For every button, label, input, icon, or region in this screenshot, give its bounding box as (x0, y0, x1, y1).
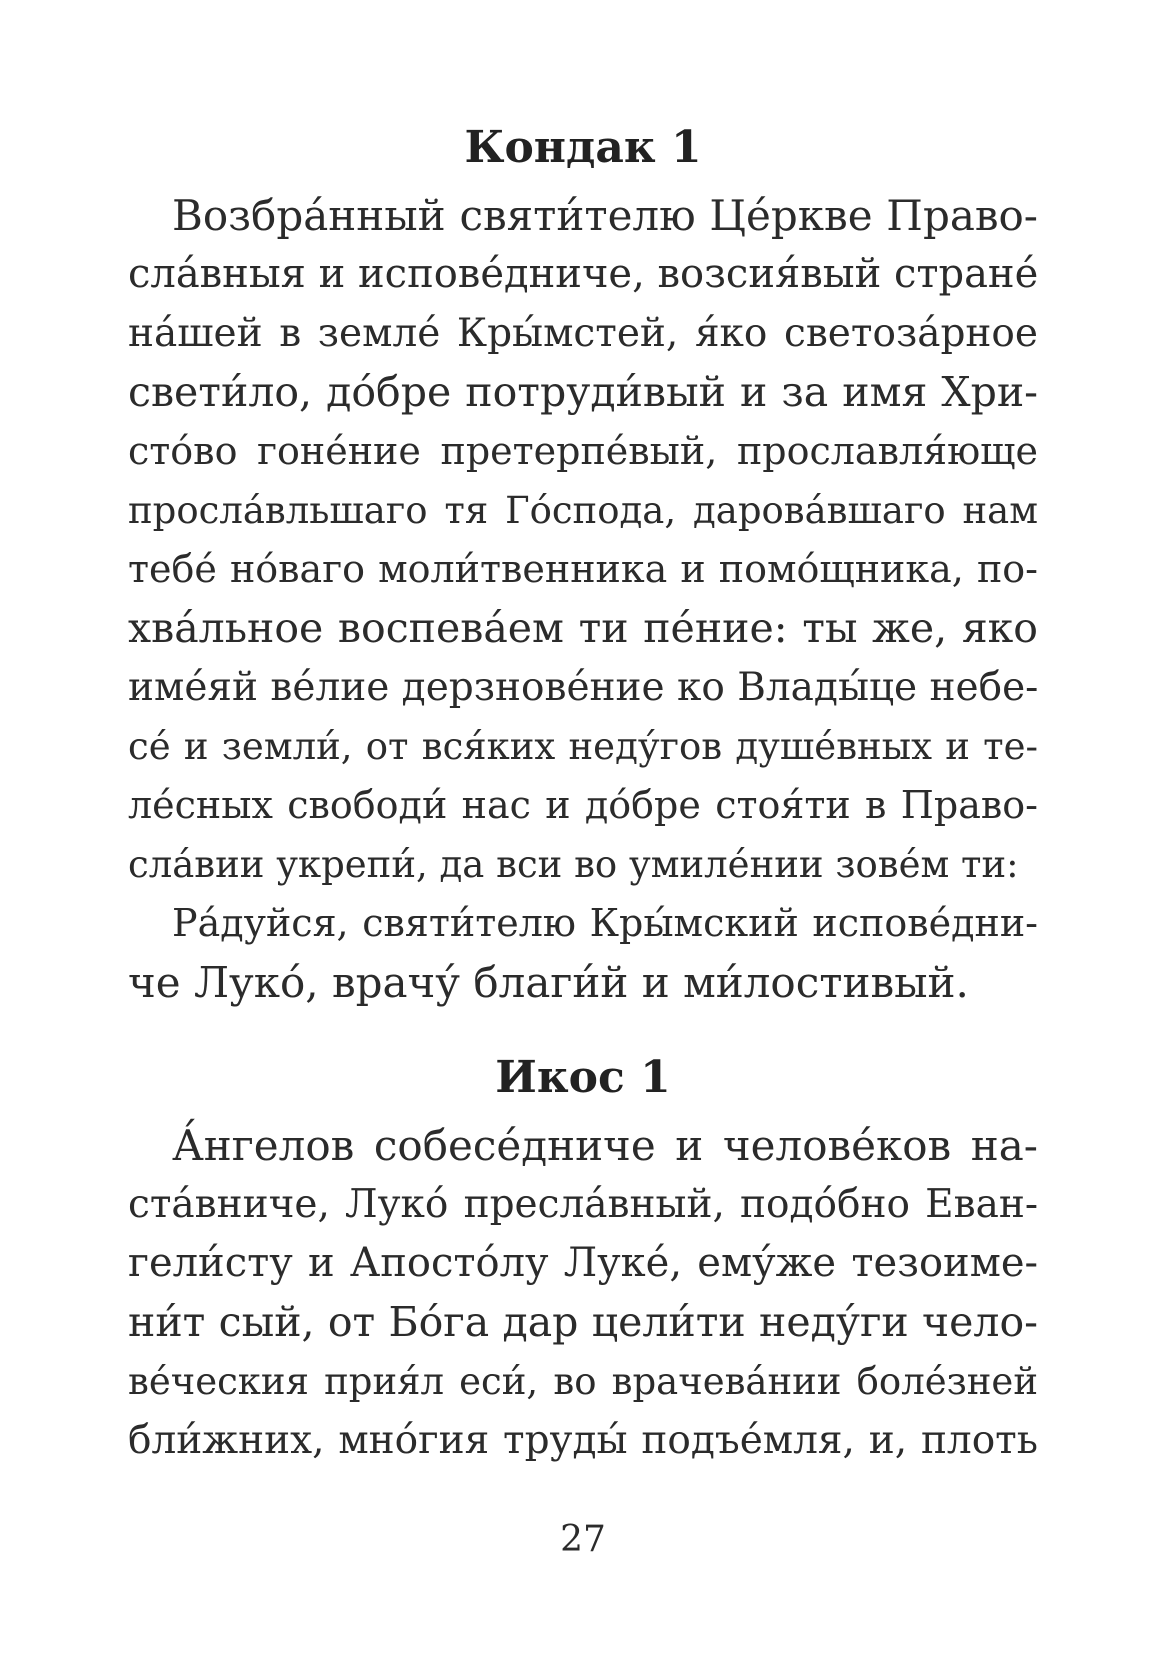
text-line: бли́жних, мно́гия труды́ подъе́мля, и, плоть (128, 1418, 1038, 1463)
spacer (128, 178, 1038, 186)
text-line: сто́во гоне́ние претерпе́вый, прославля́юще (128, 429, 1038, 473)
text-line: сла́вии укрепи́, да вси во умиле́нии зове́м ти: (128, 843, 1019, 886)
text-line: ни́т сый, от Бо́га дар цели́ти неду́ги чело- (128, 1298, 1038, 1346)
text-line: Возбра́нный святи́телю Це́ркве Право- (172, 191, 1038, 240)
ikos-text (128, 1116, 1038, 1470)
text-line: се́ и земли́, от вся́ких неду́гов душе́вных и те- (128, 725, 1038, 768)
kontakion-text (128, 186, 1038, 1012)
text-line: име́яй ве́лие дерзнове́ние ко Влады́це небе- (128, 665, 1039, 710)
text-line: гели́сту и Апосто́лу Луке́, ему́же тезоиме- (128, 1240, 1038, 1286)
page-content (128, 118, 1038, 1518)
text-line: Ра́дуйся, святи́телю Кры́мский испове́дни- (172, 901, 1038, 945)
text-line: просла́вльшаго тя Го́спода, дарова́вшаго нам (128, 489, 1038, 532)
text-line: ве́ческия прия́л еси́, во врачева́нии боле́зней (128, 1360, 1038, 1403)
text-line: сла́вныя и испове́дниче, возсия́вый стране́ (128, 251, 1039, 297)
text-line: А́нгелов собесе́дниче и челове́ков на- (172, 1121, 1038, 1170)
spacer (128, 1108, 1038, 1116)
text-line: че Луко́, врачу́ благи́й и ми́лостивый. (128, 958, 969, 1007)
text-line: хва́льное воспева́ем ти пе́ние: ты же, яко (128, 604, 1038, 652)
text-line: тебе́ но́ваго моли́твенника и помо́щника, по- (128, 547, 1038, 591)
text-line: ле́сных свободи́ нас и до́бре стоя́ти в Право- (128, 783, 1038, 827)
spacer (128, 1012, 1038, 1048)
page-number: 27 (560, 1519, 606, 1560)
kontakion-title: Кондак 1 (464, 122, 702, 173)
text-line: на́шей в земле́ Кры́мстей, я́ко светоза́рное (128, 311, 1038, 356)
ikos-title: Икос 1 (495, 1052, 671, 1103)
text-line: свети́ло, до́бре потруди́вый и за имя Хри- (128, 368, 1038, 416)
text-line: ста́вниче, Луко́ пресла́вный, подо́бно Еван- (128, 1182, 1038, 1227)
